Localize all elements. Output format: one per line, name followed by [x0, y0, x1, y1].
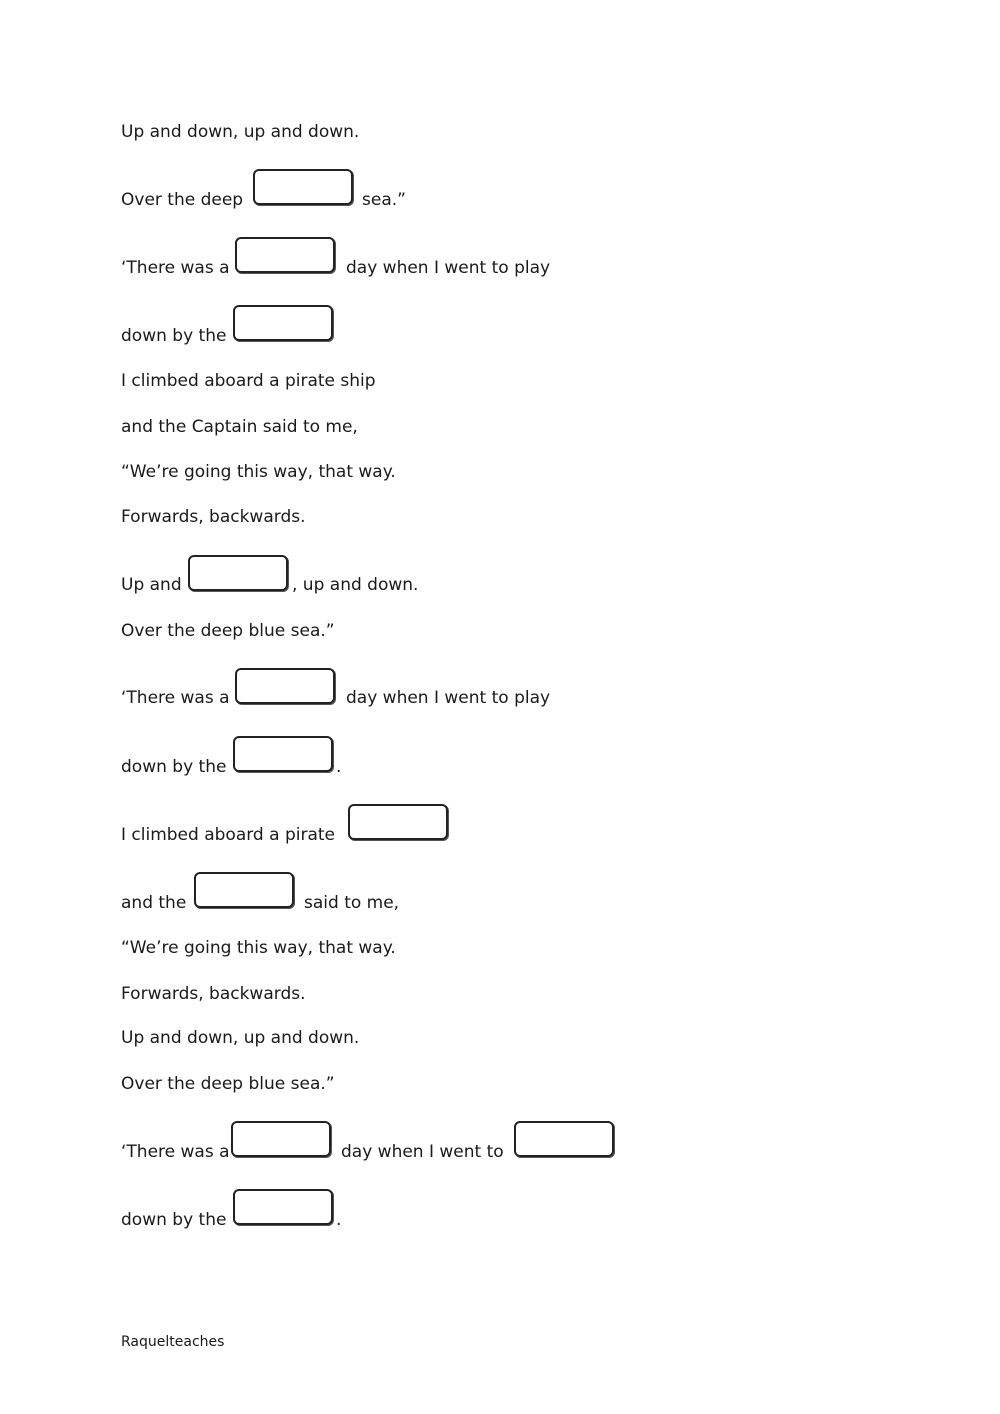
- lyric-line-continuation: [341, 1142, 504, 1162]
- lyric-line: [121, 984, 306, 1004]
- lyric-line-continuation: [346, 258, 550, 278]
- line-text-before: ‘There was a: [121, 688, 230, 708]
- answer-blank-4[interactable]: [188, 555, 288, 591]
- lyric-line-continuation: [362, 190, 406, 210]
- line-text: and the Captain said to me,: [121, 417, 358, 437]
- answer-blank-11[interactable]: [233, 1189, 333, 1225]
- lyric-line: [121, 1074, 335, 1094]
- line-text-after: day when I went to play: [346, 258, 551, 278]
- lyric-line: [121, 621, 335, 641]
- line-text-before: and the: [121, 893, 187, 913]
- lyric-line: [121, 938, 396, 958]
- line-text-before: ‘There was a: [121, 258, 230, 278]
- line-text: “We’re going this way, that way.: [121, 462, 396, 482]
- line-text: Forwards, backwards.: [121, 984, 306, 1004]
- line-text: Over the deep blue sea.”: [121, 621, 335, 641]
- lyric-line: [121, 462, 396, 482]
- author-credit: Raquelteaches: [121, 1334, 225, 1350]
- lyric-line: [121, 190, 243, 210]
- lyric-line: [121, 1210, 226, 1230]
- line-text-before: I climbed aboard a pirate: [121, 825, 335, 845]
- answer-blank-5[interactable]: [235, 668, 335, 704]
- line-text-middle: day when I went to: [341, 1142, 504, 1162]
- line-text-before: down by the: [121, 757, 227, 777]
- lyric-line: [121, 122, 359, 142]
- line-text-after: .: [336, 757, 342, 777]
- lyric-line: [121, 326, 226, 346]
- line-text-before: down by the: [121, 1210, 227, 1230]
- lyric-line: [121, 893, 186, 913]
- answer-blank-7[interactable]: [348, 804, 448, 840]
- line-text: “We’re going this way, that way.: [121, 938, 396, 958]
- lyric-line: [121, 1028, 359, 1048]
- line-text-before: ‘There was a: [121, 1142, 230, 1162]
- answer-blank-6[interactable]: [233, 736, 333, 772]
- lyric-line: [121, 1142, 230, 1162]
- lyric-line-continuation: [336, 757, 341, 777]
- line-text: Over the deep blue sea.”: [121, 1074, 335, 1094]
- line-text-after: , up and down.: [292, 575, 419, 595]
- lyric-line: [121, 417, 358, 437]
- line-text-before: down by the: [121, 326, 227, 346]
- answer-blank-10[interactable]: [514, 1121, 614, 1157]
- lyric-line: [121, 825, 335, 845]
- lyric-line: [121, 258, 230, 278]
- line-text-before: Over the deep: [121, 190, 244, 210]
- lyric-line: [121, 575, 182, 595]
- answer-blank-1[interactable]: [253, 169, 353, 205]
- line-text: I climbed aboard a pirate ship: [121, 371, 376, 391]
- lyric-line: [121, 507, 306, 527]
- answer-blank-3[interactable]: [233, 305, 333, 341]
- line-text-after: day when I went to play: [346, 688, 551, 708]
- lyric-line-continuation: [346, 688, 550, 708]
- answer-blank-8[interactable]: [194, 872, 294, 908]
- lyric-line-continuation: [336, 1210, 341, 1230]
- answer-blank-9[interactable]: [231, 1121, 331, 1157]
- lyric-line-continuation: [292, 575, 418, 595]
- lyric-line: [121, 688, 230, 708]
- line-text: Forwards, backwards.: [121, 507, 306, 527]
- line-text-before: Up and: [121, 575, 182, 595]
- line-text: Up and down, up and down.: [121, 1028, 360, 1048]
- line-text-after: said to me,: [304, 893, 400, 913]
- answer-blank-2[interactable]: [235, 237, 335, 273]
- lyric-line: [121, 757, 226, 777]
- lyric-line-continuation: [304, 893, 399, 913]
- lyric-line: [121, 371, 376, 391]
- line-text-after: .: [336, 1210, 342, 1230]
- line-text-after: sea.”: [362, 190, 406, 210]
- line-text: Up and down, up and down.: [121, 122, 360, 142]
